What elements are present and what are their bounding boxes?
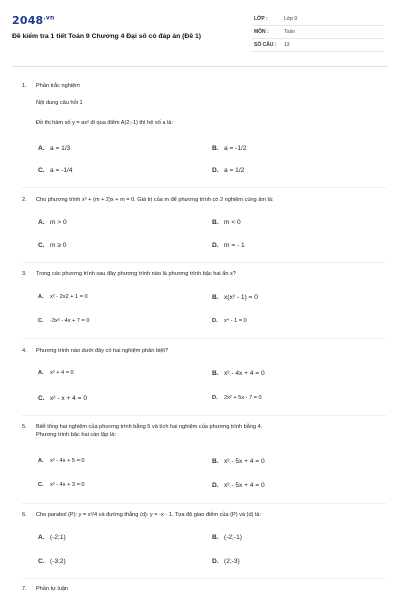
q4-option-d[interactable]: D. 2x² + 5x - 7 = 0	[212, 395, 262, 401]
q1-option-c[interactable]: C. a = -1/4	[38, 167, 73, 174]
q6-option-c[interactable]: C. (-3;2)	[38, 558, 66, 565]
q2-option-c[interactable]: C. m ≥ 0	[38, 242, 67, 249]
exam-page: $2048^{.vn}$ Đề kiểm tra 1 tiết Toán 9 Chương 4 Đại số có đáp án (Đề 1) LỚP : Lớp 9 MÔN : Toán SỐ CÂU : 13 1. Phần trắc nghiệm Nội dung câu hỏi 1 Đồ thị hàm số y = ax² đi qua điểm A(2;-1) thì hệ số a là: A. a = 1/3 B. a = -1/2 C. a = -1/4 D. a = 1/2 2. Cho phương trình x² + (m + 2)x + m = 0. Giá trị của m để phương trình có 2 nghiệm cùng âm là: A. m > 0 B. m < 0 C. m ≥ 0 D. m = - 1 3. Trong các phương trình sau đây phương trình nào là phương trình bậc hai ẩn x? A. x² - 2x2 + 1 = 0 B. x(x² - 1) = 0 C. -3x² - 4x + 7 = 0 D. x⁴ - 1 = 0 4. Phương trình nào dưới đây có hai nghiệm phân biệt? A. x² + 4 = 0 B. x² - 4x + 4 = 0 C. x² - x + 4 = 0 D. 2x² + 5x - 7 = 0 5. Biết tổng hai nghiệm của phương trình bằng 5 và tích hai nghiệm của phương trình bằng 4. Phương trình bậc hai cần lập là: A. x² - 4x + 5 = 0 B. x² - 5x + 4 = 0 C. x² - 4x + 3 = 0 D. x² - 5x + 4 = 0 6. Cho parabol (P): y = x²/4 và đường thẳng (d): y = -x - 1. Tọa độ giao điểm của (P) và (d) là: A. (-2;1) B. (-2;-1) C. (-3;2) D. (2;-3) 7. Phần tự luận	[0, 0, 400, 600]
meta-class: LỚP : Lớp 9	[252, 14, 384, 26]
q6-option-a[interactable]: A. (-2;1)	[38, 534, 66, 541]
divider	[22, 338, 386, 339]
header-divider	[12, 66, 388, 67]
divider	[22, 578, 386, 579]
exam-title: Đề kiểm tra 1 tiết Toán 9 Chương 4 Đại số có đáp án (Đề 1)	[12, 33, 202, 40]
q5-option-a[interactable]: A. x² - 4x + 5 = 0	[38, 458, 85, 464]
q4-option-c[interactable]: C. x² - x + 4 = 0	[38, 395, 88, 402]
q3-option-d[interactable]: D. x⁴ - 1 = 0	[212, 318, 247, 324]
meta-question-count: SỐ CÂU : 13	[252, 40, 384, 52]
q1-option-b[interactable]: B. a = -1/2	[212, 145, 247, 152]
divider	[22, 187, 386, 188]
divider	[22, 503, 386, 504]
q5-option-d[interactable]: D. x² - 5x + 4 = 0	[212, 482, 265, 489]
site-logo[interactable]: $2048^{.vn}$	[12, 14, 55, 27]
q2-option-b[interactable]: B. m < 0	[212, 219, 241, 226]
question-1-stem: Đồ thị hàm số y = ax² đi qua điểm A(2;-1) thì hệ số a là:	[36, 120, 173, 126]
q2-option-a[interactable]: A. m > 0	[38, 219, 67, 226]
q1-option-a[interactable]: A. a = 1/3	[38, 145, 71, 152]
meta-subject: MÔN : Toán	[252, 27, 384, 39]
q6-option-b[interactable]: B. (-2;-1)	[212, 534, 242, 541]
q4-option-a[interactable]: A. x² + 4 = 0	[38, 370, 74, 376]
q1-option-d[interactable]: D. a = 1/2	[212, 167, 245, 174]
q3-option-c[interactable]: C. -3x² - 4x + 7 = 0	[38, 318, 90, 324]
q3-option-b[interactable]: B. x(x² - 1) = 0	[212, 294, 258, 301]
divider	[22, 262, 386, 263]
q5-option-b[interactable]: B. x² - 5x + 4 = 0	[212, 458, 265, 465]
divider	[22, 415, 386, 416]
q3-option-a[interactable]: A. x² - 2x2 + 1 = 0	[38, 294, 88, 300]
question-5-stem-line2: Phương trình bậc hai cần lập là:	[36, 432, 116, 438]
page-header	[0, 0, 400, 62]
question-1-heading: Nội dung câu hỏi 1	[36, 100, 83, 106]
q6-option-d[interactable]: D. (2;-3)	[212, 558, 240, 565]
q4-option-b[interactable]: B. x² - 4x + 4 = 0	[212, 370, 265, 377]
q5-option-c[interactable]: C. x² - 4x + 3 = 0	[38, 482, 85, 488]
q2-option-d[interactable]: D. m = - 1	[212, 242, 245, 249]
